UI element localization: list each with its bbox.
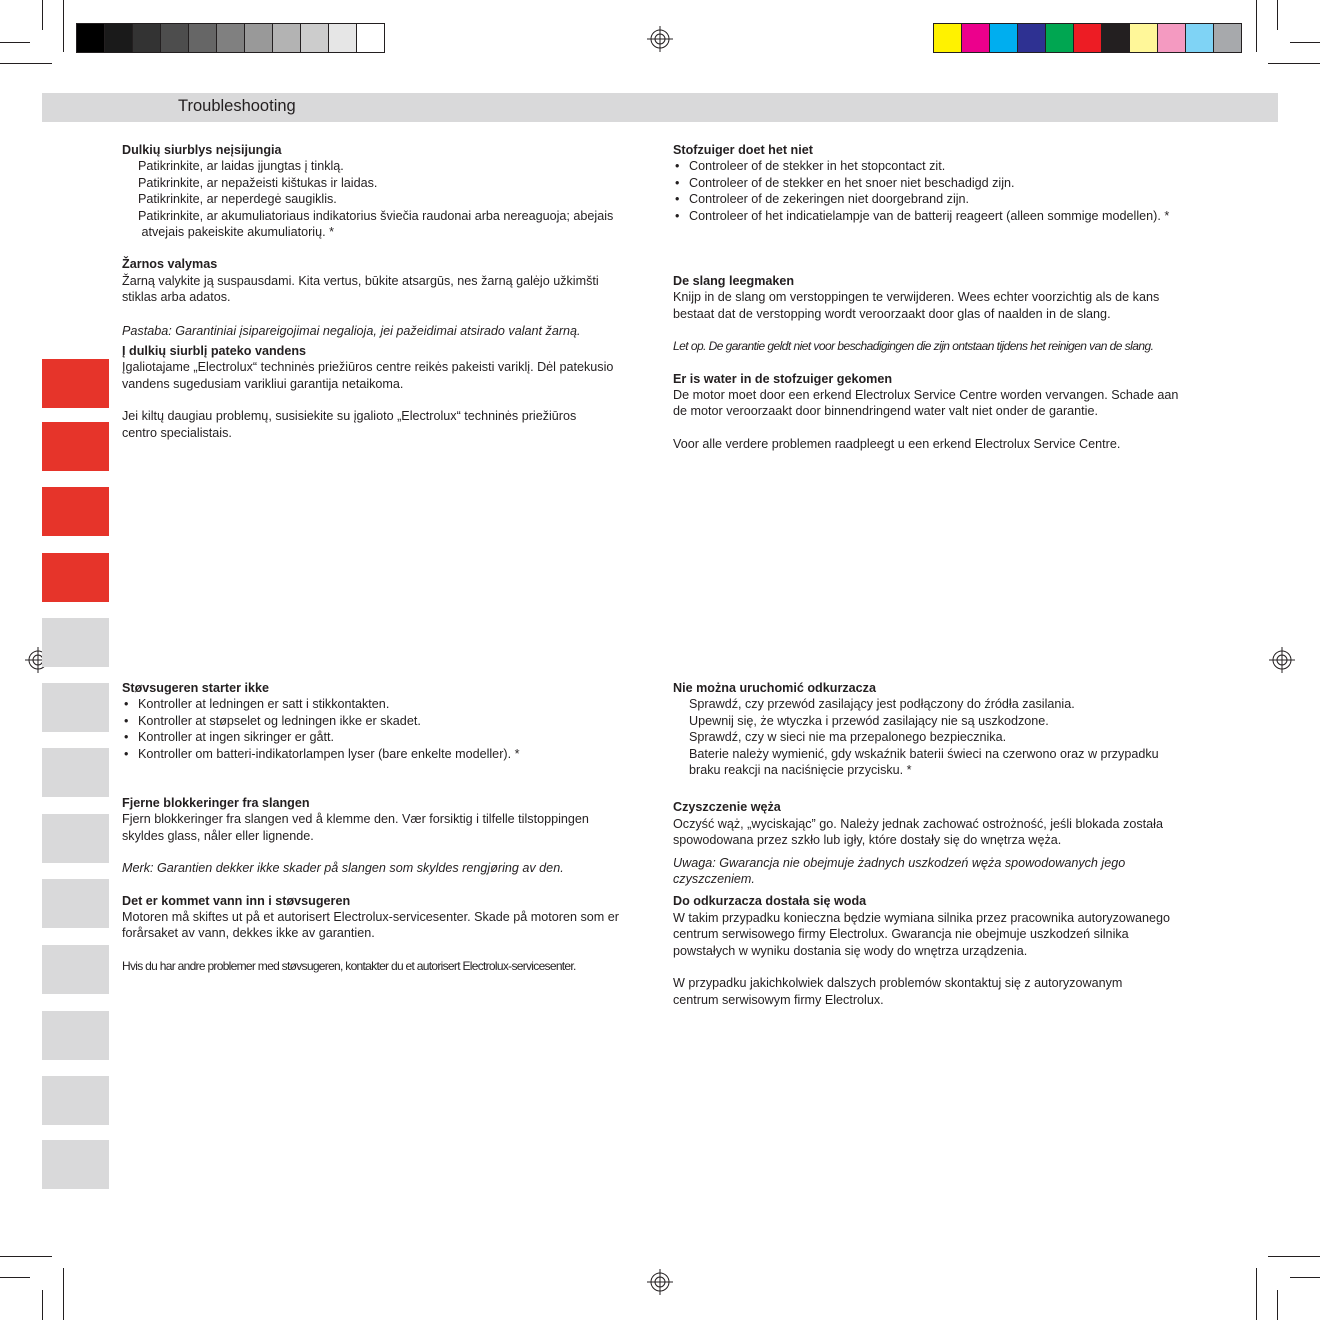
list-item: Patikrinkite, ar neperdegė saugiklis.: [138, 192, 337, 207]
color-swatch: [990, 24, 1018, 52]
color-swatch: [245, 24, 273, 52]
section-heading: Žarnos valymas: [122, 257, 218, 272]
list-item: atvejais pakeiskite akumuliatorių. *: [138, 225, 334, 240]
crop-mark: [1268, 63, 1320, 64]
color-swatch: [934, 24, 962, 52]
section-heading: Czyszczenie węża: [673, 800, 781, 815]
crop-mark: [42, 0, 43, 30]
section-pl: [673, 680, 1213, 1008]
crop-mark: [1290, 1277, 1320, 1278]
side-tab: [42, 1011, 109, 1060]
color-swatch: [189, 24, 217, 52]
page-title: Troubleshooting: [178, 97, 296, 115]
color-swatch: [1130, 24, 1158, 52]
section-lt: [122, 142, 642, 441]
color-swatch: [1214, 24, 1241, 52]
body-text: W przypadku jakichkolwiek dalszych problemów skontaktuj się z autoryzowanym: [673, 976, 1123, 991]
section-heading: De slang leegmaken: [673, 274, 795, 289]
registration-mark-icon: [1269, 647, 1295, 673]
side-tab: [42, 1140, 109, 1189]
crop-mark: [1277, 0, 1278, 30]
body-text: vandens sugedusiam varikliui garantija netaikoma.: [122, 376, 404, 391]
list-item: Baterie należy wymienić, gdy wskaźnik baterii świeci na czerwono oraz w przypadku: [689, 746, 1159, 761]
list-item: • Kontroller at støpselet og ledningen ikke er skadet.: [122, 713, 647, 729]
note-text: Let op. De garantie geldt niet voor beschadigingen die zijn ontstaan tijdens het reinigen van de slang.: [673, 339, 1154, 354]
color-swatch: [1158, 24, 1186, 52]
section-heading: Stofzuiger doet het niet: [673, 143, 813, 157]
color-swatch: [217, 24, 245, 52]
body-text: Jei kiltų daugiau problemų, susisiekite su įgalioto „Electrolux“ techninės priežiūros: [122, 409, 577, 424]
list-item: • Kontroller at ledningen er satt i stikkontakten.: [122, 696, 647, 712]
body-text: Fjern blokkeringer fra slangen ved å klemme den. Vær forsiktig i tilfelle tilstoppingen: [122, 812, 589, 827]
list-item: • Kontroller om batteri-indikatorlampen lyser (bare enkelte modeller). *: [122, 746, 647, 762]
color-swatch: [329, 24, 357, 52]
crop-mark: [63, 1268, 64, 1320]
body-text: Hvis du har andre problemer med støvsugeren, kontakter du et autorisert Electrolux-servicesenter.: [122, 958, 576, 973]
list-item: Patikrinkite, ar akumuliatoriaus indikatorius šviečia raudonai arba nereaguoja; abejais: [138, 208, 614, 223]
body-text: centrum serwisowym firmy Electrolux.: [673, 992, 884, 1007]
crop-mark: [0, 42, 30, 43]
list-item: Patikrinkite, ar nepažeisti kištukas ir laidas.: [138, 175, 378, 190]
crop-mark: [1256, 0, 1257, 52]
section-heading: Į dulkių siurblį pateko vandens: [122, 344, 307, 359]
list-item: Sprawdź, czy w sieci nie ma przepalonego bezpiecznika.: [689, 730, 1007, 745]
body-text: stiklas arba adatos.: [122, 290, 231, 305]
body-text: Knijp in de slang om verstoppingen te verwijderen. Wees echter voorzichtig als de kans: [673, 290, 1160, 305]
note-text: Pastaba: Garantiniai įsipareigojimai negalioja, jei pažeidimai atsirado valant žarną.: [122, 323, 581, 338]
note-text: Uwaga: Gwarancja nie obejmuje żadnych uszkodzeń węża spowodowanych jego: [673, 855, 1126, 870]
crop-mark: [1268, 1256, 1320, 1257]
side-tab-active: [42, 422, 109, 471]
list-item: braku reakcji na naciśnięcie przycisku. *: [689, 763, 912, 778]
color-swatch: [133, 24, 161, 52]
side-tab: [42, 683, 109, 732]
color-swatch: [1046, 24, 1074, 52]
section-heading: Støvsugeren starter ikke: [122, 681, 269, 695]
side-tab: [42, 814, 109, 863]
crop-mark: [0, 1256, 52, 1257]
color-swatch: [1074, 24, 1102, 52]
section-nl: [673, 142, 1213, 452]
section-heading: Det er kommet vann inn i støvsugeren: [122, 893, 351, 908]
section-heading: Fjerne blokkeringer fra slangen: [122, 796, 310, 811]
list-item: Sprawdź, czy przewód zasilający jest podłączony do źródła zasilania.: [689, 697, 1075, 712]
body-text: forårsaket av vann, dekkes ikke av garantien.: [122, 926, 375, 941]
note-text: Merk: Garantien dekker ikke skader på slangen som skyldes rengjøring av den.: [122, 861, 564, 876]
side-tab: [42, 879, 109, 928]
side-tab: [42, 618, 109, 667]
registration-mark-icon: [647, 1269, 673, 1295]
color-swatch: [1018, 24, 1046, 52]
color-swatch: [273, 24, 301, 52]
body-text: De motor moet door een erkend Electrolux Service Centre worden vervangen. Schade aan: [673, 388, 1179, 403]
crop-mark: [63, 0, 64, 52]
registration-mark-icon: [647, 26, 673, 52]
body-text: skyldes glass, nåler eller lignende.: [122, 828, 314, 843]
body-text: W takim przypadku konieczna będzie wymiana silnika przez pracownika autoryzowanego: [673, 910, 1170, 925]
section-heading: Er is water in de stofzuiger gekomen: [673, 371, 893, 386]
color-swatch: [962, 24, 990, 52]
side-tab-active: [42, 359, 109, 408]
body-text: centro specialistais.: [122, 425, 232, 440]
body-text: bestaat dat de verstopping wordt veroorzaakt door glas of naalden in de slang.: [673, 306, 1111, 321]
color-swatch: [301, 24, 329, 52]
color-swatch: [77, 24, 105, 52]
list-item: • Controleer of het indicatielampje van de batterij reageert (alleen sommige modellen). *: [673, 208, 1213, 224]
body-text: Motoren må skiftes ut på et autorisert Electrolux-servicesenter. Skade på motoren som er: [122, 910, 619, 925]
body-text: powstałych w wyniku dostania się wody do wnętrza urządzenia.: [673, 943, 1028, 958]
list-item: Patikrinkite, ar laidas įjungtas į tinklą.: [138, 159, 344, 174]
list-item: • Controleer of de stekker in het stopcontact zit.: [673, 158, 1213, 174]
body-text: centrum serwisowego firmy Electrolux. Gwarancja nie obejmuje uszkodzeń silnika: [673, 927, 1129, 942]
color-swatch: [105, 24, 133, 52]
side-tab: [42, 748, 109, 797]
side-tab-active: [42, 487, 109, 536]
crop-mark: [1277, 1290, 1278, 1320]
process-color-bar: [933, 23, 1242, 53]
color-swatch: [357, 24, 384, 52]
color-swatch: [1102, 24, 1130, 52]
list-item: • Controleer of de zekeringen niet doorgebrand zijn.: [673, 191, 1213, 207]
body-text: Žarną valykite ją suspausdami. Kita vertus, būkite atsargūs, nes žarną galėjo užkimšti: [122, 273, 599, 288]
crop-mark: [0, 63, 52, 64]
section-heading: Do odkurzacza dostała się woda: [673, 894, 867, 909]
crop-mark: [42, 1290, 43, 1320]
grayscale-color-bar: [76, 23, 385, 53]
list-item: • Kontroller at ingen sikringer er gått.: [122, 729, 647, 745]
list-item: Upewnij się, że wtyczka i przewód zasilający nie są uszkodzone.: [689, 713, 1049, 728]
body-text: Įgaliotajame „Electrolux“ techninės priežiūros centre reikės pakeisti variklį. Dėl patekusio: [122, 360, 614, 375]
body-text: spowodowana przez szkło lub igły, które dostały się do wnętrza węża.: [673, 833, 1062, 848]
section-heading: Dulkių siurblys neįsijungia: [122, 143, 282, 157]
body-text: de motor veroorzaakt door binnendringend water valt niet onder de garantie.: [673, 404, 1098, 419]
side-tab-active: [42, 553, 109, 602]
crop-mark: [1256, 1268, 1257, 1320]
body-text: Voor alle verdere problemen raadpleegt u een erkend Electrolux Service Centre.: [673, 436, 1121, 451]
body-text: Oczyść wąż, „wyciskając” go. Należy jednak zachować ostrożność, jeśli blokada została: [673, 816, 1163, 831]
list-item: • Controleer of de stekker en het snoer niet beschadigd zijn.: [673, 175, 1213, 191]
side-tab: [42, 945, 109, 994]
side-tab: [42, 1076, 109, 1125]
crop-mark: [0, 1277, 30, 1278]
note-text: czyszczeniem.: [673, 872, 755, 887]
section-no: [122, 680, 647, 974]
color-swatch: [1186, 24, 1214, 52]
crop-mark: [1290, 42, 1320, 43]
section-heading: Nie można uruchomić odkurzacza: [673, 681, 876, 695]
color-swatch: [161, 24, 189, 52]
